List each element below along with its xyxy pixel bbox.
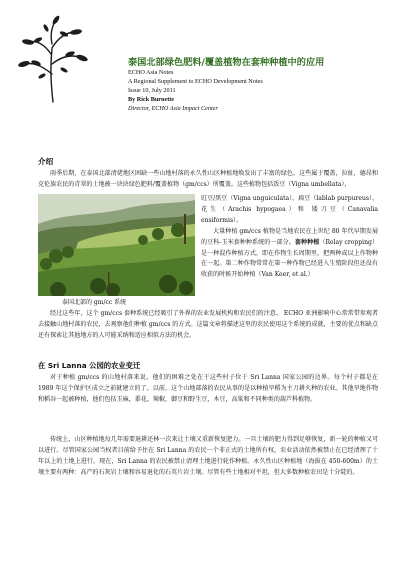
section-paragraph-2: 传统上，山区种植地每几年需要退耕还林一次来让土壤又重新恢复肥力。一旦土壤的肥力得到足够恢复，新一轮的种植又可以进行。尽管国家公园当权者目前给予住在 Sri Lanna 的农民一个非正式的土地所有权，农业活动依然被禁止在已经清理了十年以上的土地上进行。现在，Sri Lanna 的农民被禁止清理土地进行轮作种植。永久性山区种植地（海拔在 450-600m）的土壤主要有两种：高产的石灰岩土壤和容易退化的石英片岩土壤。尽管有些土地相对平坦，但大多数种植农田是十分陡的。 [38,436,378,476]
hillside-farm-photo [38,194,195,296]
document-title: 泰国北部绿色肥料/覆盖植物在套种种植中的应用 [128,57,325,68]
series-subtitle: A Regional Supplement to ECHO Development Notes [128,78,263,85]
intro-paragraph-2 [201,194,378,281]
echo-logo-icon [14,14,92,106]
series-name: ECHO Asia Notes [128,69,174,76]
section-paragraph-1: 对于种植 gm/ccs 的山地村落来说，他们的困难之处在于这些村子位于 Sri Lanna 国家公园的边界。每个村子都是在 1989 年这个保护区成立之前就建立的了。以前，这个山地部落的农民从事的是以种植旱稻为主刀耕火种的农业。其他旱地作物和稻谷一起被种植，他们包括玉麻，黍花，辣椒，御豆和野生豆，木豆，高粱和不同种类的葫芦科植物。 [38,374,378,403]
issue-date: Issue 10, July 2011 [128,87,176,94]
intro-paragraph-2-c: （Relay cropping）是一种混作种植方式，即在作物生长周期里，把两种或以上作物种在一起。第二种作物常常在第一种作物已经进入生殖阶段但还没有收获的时候开始种植（Van Keer, et al.） [201,238,378,279]
intro-paragraph-2-a: 豇豆/黑豆（Vigna unguiculata）、扁豆（lablab purpureus）、花生（Arachis hypogaea）和 矮刀豆（Canavalia ensiformis）。 [201,195,379,224]
intro-paragraph-1: 雨季后期，在泰国北部清佬地区困缺一些山地村落的永久性山区种植地焕发出了丰富的绿色。这些属于覆盖，拉扯，德昂和克伦族农民的青翠的土地被一块块绿色肥料/覆盖植物（gm/ccs）所覆盖。这些植物包括饭豆（Vigna umbellata）， [38,170,378,188]
author-affiliation: Director, ECHO Asia Impact Center [128,105,218,112]
photo-caption: 泰国北部的 gm/cc 系统 [62,299,127,306]
author-name: By Rick Burnette [128,96,175,103]
intro-paragraph-3: 经过这些年，这个 gm/ccs 套种系统已经吸引了外界的农业发展机构和农民们的注意。 ECHO 亚洲影响中心常常带参观者去接触山地村落的农民，去观察他们种植 gm/ccs 的方式。这篇文章将描述这里的农民使用这个系统的成就，主要的优点和缺点还有探索让其他地方的人可能采纳和适应相似方法的机会。 [38,310,378,339]
section-heading: 在 Sri Lanna 公园的农业变迁 [38,361,141,370]
intro-heading: 介绍 [38,157,54,166]
relay-cropping-term: 套种种植 [294,238,320,246]
intro-paragraph-2-b: 大量种植 gm/ccs 植物是当地农民在上世纪 80 年代早期发展的豆科-玉米套种种系统的一部分。 [201,227,378,246]
